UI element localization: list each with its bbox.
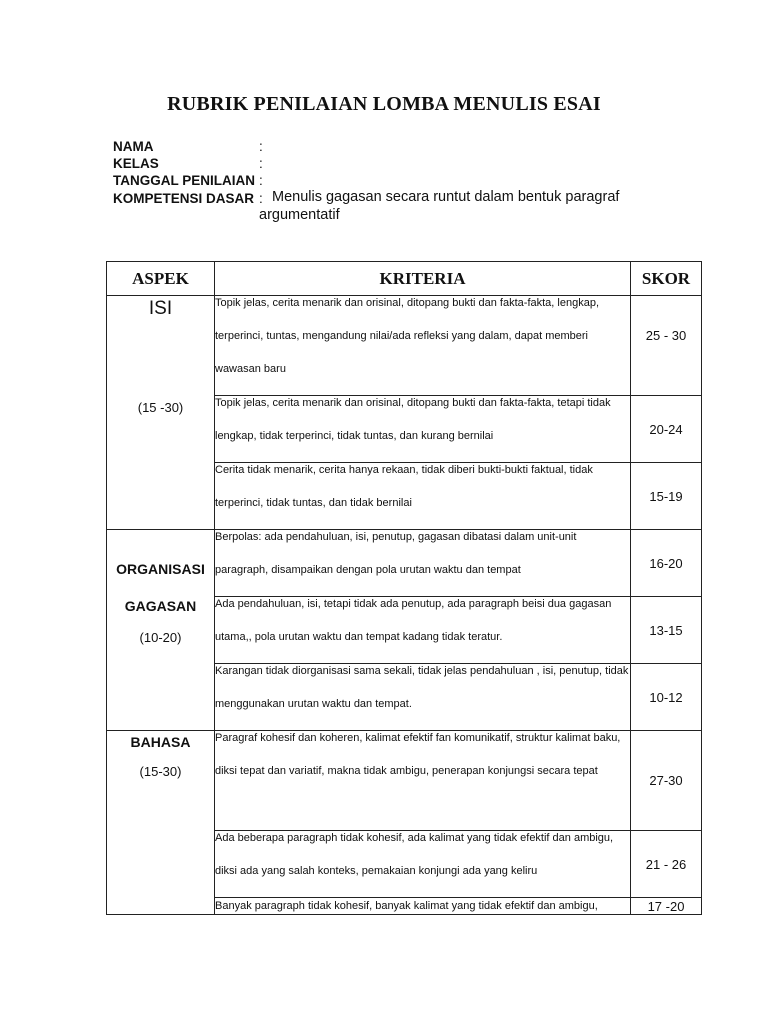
kriteria-text: Ada pendahuluan, isi, tetapi tidak ada penutup, ada paragraph beisi dua gagasan utama,, pola urutan waktu dan tempat kadang tidak teratur. <box>215 598 612 643</box>
rubric-table <box>106 261 702 915</box>
header-skor: SKOR <box>631 262 702 296</box>
page-title: RUBRIK PENILAIAN LOMBA MENULIS ESAI <box>167 93 601 115</box>
tanggal-label: TANGGAL PENILAIAN <box>113 173 256 188</box>
aspek-bahasa-name: BAHASA <box>130 734 191 750</box>
aspek-organisasi-name-1: ORGANISASI <box>116 561 205 577</box>
skor-cell: 13-15 <box>631 597 702 664</box>
kriteria-cell <box>215 530 631 597</box>
aspek-bahasa <box>107 731 215 915</box>
kriteria-text: Banyak paragraph tidak kohesif, banyak kalimat yang tidak efektif dan ambigu, <box>215 900 598 912</box>
kriteria-text: Topik jelas, cerita menarik dan orisinal, ditopang bukti dan fakta-fakta, tetapi tidak lengkap, tidak terperinci, tidak tuntas, dan kurang bernilai <box>215 397 611 442</box>
aspek-isi-name: ISI <box>148 298 173 319</box>
skor-cell: 17 -20 <box>631 898 702 915</box>
kriteria-cell <box>215 463 631 530</box>
kelas-colon: : <box>259 156 263 171</box>
kompetensi-label: KOMPETENSI DASAR <box>113 191 255 206</box>
aspek-organisasi-name-2: GAGASAN <box>124 598 197 614</box>
skor-cell: 21 - 26 <box>631 831 702 898</box>
table-row <box>107 530 702 597</box>
skor-cell: 10-12 <box>631 664 702 731</box>
kriteria-cell <box>215 898 631 915</box>
table-row <box>107 296 702 396</box>
header-aspek: ASPEK <box>107 262 215 296</box>
nama-label: NAMA <box>113 139 154 154</box>
skor-cell: 25 - 30 <box>631 296 702 396</box>
kompetensi-colon: : <box>259 191 263 206</box>
aspek-organisasi <box>107 530 215 731</box>
header-kriteria: KRITERIA <box>215 262 631 296</box>
kompetensi-value: Menulis gagasan secara runtut dalam bentuk paragraf argumentatif <box>259 189 620 223</box>
kriteria-cell <box>215 731 631 831</box>
kriteria-text: Paragraf kohesif dan koheren, kalimat efektif fan komunikatif, struktur kalimat baku, diksi tepat dan variatif, makna tidak ambigu, penerapan konjungsi secara tepat <box>215 732 621 777</box>
aspek-bahasa-range: (15-30) <box>139 764 182 779</box>
kriteria-cell <box>215 664 631 731</box>
skor-cell: 27-30 <box>631 731 702 831</box>
skor-cell: 16-20 <box>631 530 702 597</box>
kriteria-text: Karangan tidak diorganisasi sama sekali, tidak jelas pendahuluan , isi, penutup, tidak menggunakan urutan waktu dan tempat. <box>215 665 629 710</box>
kriteria-text: Berpolas: ada pendahuluan, isi, penutup, gagasan dibatasi dalam unit-unit paragraph, disampaikan dengan pola urutan waktu dan tempat <box>215 531 577 576</box>
aspek-isi <box>107 296 215 530</box>
kriteria-cell <box>215 831 631 898</box>
kriteria-text: Cerita tidak menarik, cerita hanya rekaan, tidak diberi bukti-bukti faktual, tidak terperinci, tidak tuntas, dan tidak bernilai <box>215 464 593 509</box>
skor-cell: 20-24 <box>631 396 702 463</box>
nama-colon: : <box>259 139 263 154</box>
kelas-label: KELAS <box>113 156 159 171</box>
table-row <box>107 731 702 831</box>
kriteria-cell <box>215 296 631 396</box>
kriteria-cell <box>215 597 631 664</box>
aspek-organisasi-range: (10-20) <box>139 630 182 645</box>
kriteria-cell <box>215 396 631 463</box>
aspek-isi-range: (15 -30) <box>137 400 184 415</box>
skor-cell: 15-19 <box>631 463 702 530</box>
kriteria-text: Topik jelas, cerita menarik dan orisinal, ditopang bukti dan fakta-fakta, lengkap, terperinci, tuntas, mengandung nilai/ada refleksi yang dalam, dapat memberi wawasan baru <box>215 297 599 375</box>
tanggal-colon: : <box>259 173 263 188</box>
kriteria-text: Ada beberapa paragraph tidak kohesif, ada kalimat yang tidak efektif dan ambigu, diksi ada yang salah konteks, pemakaian konjungi ada yang keliru <box>215 832 614 877</box>
